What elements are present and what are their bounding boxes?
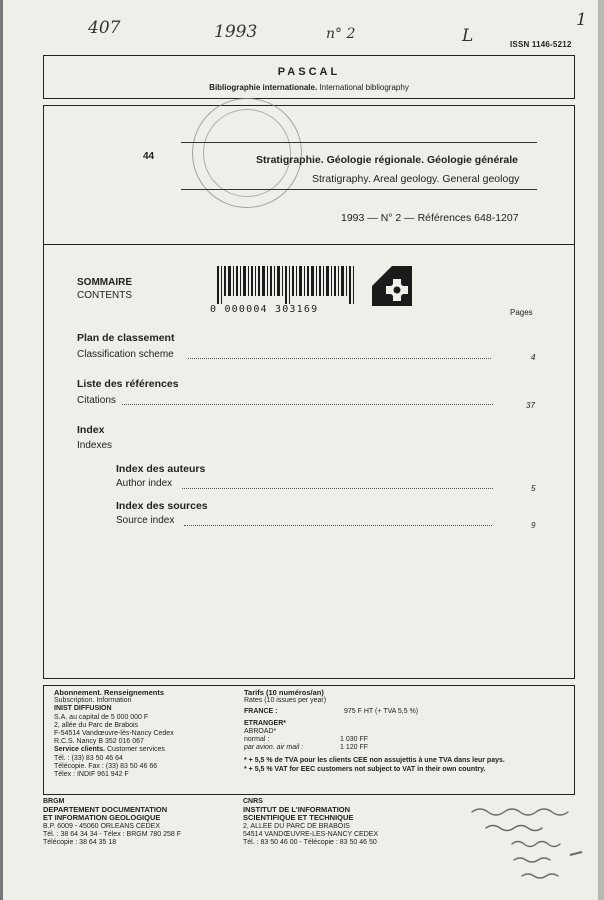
header-subtitle [44,83,574,92]
brgm-address: B.P. 6009 - 45060 ORLEANS CEDEX [43,822,160,830]
cnrs-name: CNRS [243,798,263,805]
page-number: 37 [526,401,535,410]
inist-tel: Tél. : (33) 83 50 46 64 [54,754,123,762]
contents-title: CONTENTS [77,290,132,301]
library-stamp-icon [452,800,592,890]
handwritten-number: 407 [88,18,121,38]
section-title-en: Stratigraphy. Areal geology. General geology [312,173,520,185]
cnrs-institute: INSTITUT DE L'INFORMATION [243,805,351,815]
service-label-en: Customer services [106,746,165,754]
rate-normal [244,736,569,744]
entry-en-classification: Classification scheme [77,349,174,360]
section-title-fr: Stratigraphie. Géologie régionale. Géologie générale [256,154,518,166]
inist-line: R.C.S. Nancy B 352 016 067 [54,738,144,746]
section-rule-top [181,142,537,143]
rate-france [244,708,569,716]
abroad-label: ABROAD* [244,727,277,735]
entry-fr-references: Liste des références [77,378,179,390]
inist-line: 2, allée du Parc de Brabois [54,721,139,729]
etranger-label: ETRANGER* [244,719,287,727]
issue-line: 1993 — N° 2 — Références 648-1207 [341,212,519,224]
leader-dots [182,488,493,489]
section-rule-bottom [181,189,537,190]
page-number: 9 [531,521,536,530]
subscription-column [54,689,234,779]
entry-fr-author-index: Index des auteurs [116,463,206,475]
france-label: FRANCE : [244,708,278,716]
entry-fr-index: Index [77,424,105,436]
rate-air-mail [244,744,569,752]
rates-title: Tarifs (10 numéros/an) [244,688,324,697]
handwritten-letter: L [462,26,474,46]
leader-dots [184,525,492,526]
brgm-tel: Tél. : 38 64 34 34 - Télex : BRGM 780 258 F [43,830,181,838]
subscription-title: Abonnement. Renseignements [54,688,165,697]
cnrs-institute: SCIENTIFIQUE ET TECHNIQUE [243,813,354,823]
header-subtitle-fr: Bibliographie internationale. [209,83,318,92]
section-number: 44 [143,151,155,162]
header-title: PASCAL [277,66,341,78]
cnrs-tel: Tél. : 83 50 46 00 - Télécopie : 83 50 46 50 [243,839,377,847]
entry-en-citations: Citations [77,395,116,406]
header-subtitle-en: International bibliography [319,83,409,92]
publisher-logo-icon [372,266,412,306]
entry-fr-source-index: Index des sources [116,500,208,512]
scan-right-edge [598,0,604,900]
leader-dots [122,404,493,405]
service-label: Service clients. [54,746,105,754]
library-stamp [192,98,302,208]
page-number: 4 [531,353,536,362]
inist-fax: Télécopie. Fax : (33) 83 50 46 66 [54,762,158,770]
scan-left-edge [0,0,3,900]
subscription-subtitle: Subscription. Information [54,697,132,705]
brgm-dept: ET INFORMATION GEOLOGIQUE [43,813,161,823]
handwritten-corner: 1 [576,10,587,30]
sommaire-title: SOMMAIRE [77,277,132,288]
avion-label: par avion. air mail : [244,744,304,752]
inist-name: INIST DIFFUSION [54,705,112,713]
inist-line: S.A. au capital de 5 000 000 F [54,713,149,721]
brgm-fax: Télécopie : 38 64 35 18 [43,839,117,847]
page-number: 5 [531,484,536,493]
brgm-block [43,798,243,847]
vat-note-en: * + 5,5 % VAT for EEC customers not subject to VAT in their own country. [244,765,486,773]
main-box [43,105,575,679]
inist-telex: Télex : INDIF 961 942 F [54,771,129,779]
subscription-box [43,685,575,795]
handwritten-year: 1993 [214,22,258,42]
normal-value: 1 030 FF [340,736,369,744]
rates-subtitle: Rates (10 issues per year) [244,697,327,705]
brgm-dept: DEPARTEMENT DOCUMENTATION [43,805,168,815]
cnrs-block [243,798,443,847]
barcode-icon [217,266,367,304]
cnrs-address: 54514 VANDŒUVRE-LES-NANCY CEDEX [243,830,379,838]
header-box [43,55,575,99]
inist-line: F-54514 Vandœuvre-lès-Nancy Cedex [54,730,174,738]
leader-dots [188,358,491,359]
avion-value: 1 120 FF [340,744,369,752]
entry-en-source-index: Source index [116,515,175,526]
entry-en-indexes: Indexes [77,440,113,451]
cnrs-address: 2, ALLEE DU PARC DE BRABOIS [243,822,350,830]
pages-label: Pages [510,308,533,317]
rates-column [244,689,569,774]
entry-en-author-index: Author index [116,478,173,489]
issn: ISSN 1146-5212 [510,40,572,49]
barcode-number: 0 000004 303169 [210,304,319,315]
handwritten-issue: n° 2 [326,26,356,42]
service-line [54,746,234,754]
vat-note-fr: * + 5,5 % de TVA pour les clients CEE non assujettis à une TVA dans leur pays. [244,757,505,765]
normal-label: normal : [244,736,270,744]
main-divider [44,244,574,245]
brgm-name: BRGM [43,798,65,805]
entry-fr-classification: Plan de classement [77,332,175,344]
france-value: 975 F HT (+ TVA 5,5 %) [344,708,419,716]
